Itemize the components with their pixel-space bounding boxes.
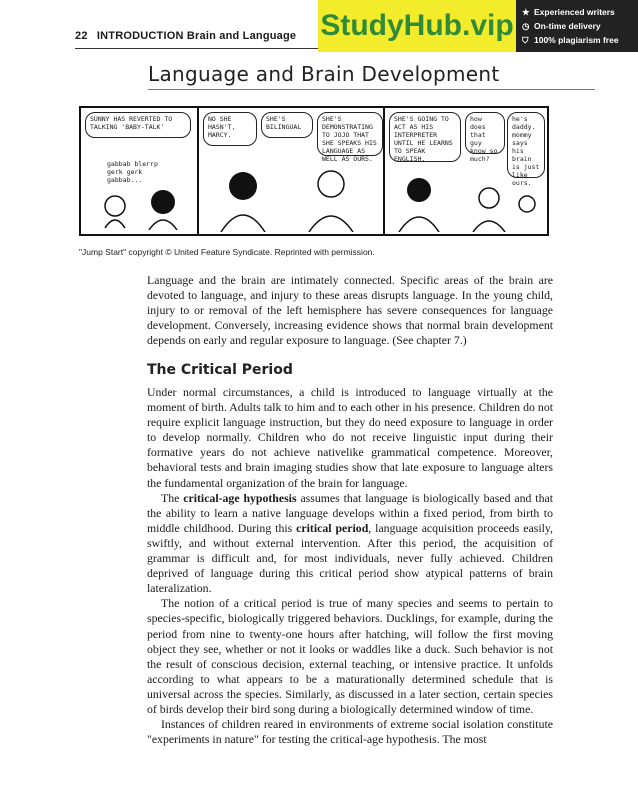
speech-bubble: he's daddy. mommy says his brain is just like ours. bbox=[507, 112, 545, 178]
page-number: 22 bbox=[75, 30, 88, 42]
speech-bubble: SUNNY HAS REVERTED TO TALKING 'BABY-TALK' bbox=[85, 112, 191, 138]
brand-logo[interactable]: StudyHub.vip bbox=[318, 0, 516, 52]
banner-feature: ⛉ 100% plagiarism free bbox=[522, 34, 619, 45]
speech-bubble: gabbab blerrp gerk gerk gabbab... bbox=[103, 158, 165, 192]
character-drawing bbox=[85, 188, 193, 230]
comic-strip bbox=[79, 106, 549, 236]
banner-feature: ★ Experienced writers bbox=[522, 6, 615, 17]
banner-feature: ◷ On-time delivery bbox=[522, 20, 601, 31]
running-header bbox=[75, 30, 296, 42]
clock-icon: ◷ bbox=[522, 20, 530, 31]
banner-feature-list bbox=[516, 0, 638, 52]
comic-panel-2 bbox=[199, 108, 385, 234]
paragraph: Language and the brain are intimately connected. Specific areas of the brain are devoted to language, and injury to these areas disrupts language. In the young child, injury to or removal of the left hemisphere has severe consequences for language development. Conversely, increasing evidence shows that normal brain development depends on early and regular exposure to language. (See chapter 7.) bbox=[147, 273, 553, 348]
shield-icon: ⛉ bbox=[522, 34, 529, 45]
paragraph: Instances of children reared in environments of extreme social isolation constitute "experiments in nature" for testing the critical-age hypothesis. The most bbox=[147, 717, 553, 747]
title-rule bbox=[148, 89, 595, 90]
speech-bubble: SHE'S BILINGUAL bbox=[261, 112, 313, 138]
key-term: critical-age hypothesis bbox=[183, 490, 297, 505]
section-body bbox=[147, 385, 553, 747]
paragraph: The critical-age hypothesis assumes that language is biologically based and that the ability to learn a native language develops within a fixed period, from birth to middle childhood. During this critical period, language acquisition proceeds easily, swiftly, and without external intervention. After this period, the acquisition of grammar is difficult and, for most individuals, never fully achieved. Children deprived of language during this critical period show atypical patterns of brain lateralization. bbox=[147, 490, 553, 596]
promo-banner[interactable] bbox=[318, 0, 638, 52]
character-drawing bbox=[203, 158, 379, 232]
running-header-text: INTRODUCTION Brain and Language bbox=[96, 30, 297, 42]
comic-panel-3 bbox=[385, 108, 547, 234]
character-drawing bbox=[389, 170, 545, 232]
paragraph: Under normal circumstances, a child is introduced to language virtually at the moment of birth. Adults talk to him and to each other in his presence. Children do not require explicit language instruction, but they do need exposure to language in order to develop normally. Children who do not receive linguistic input during their formative years do not achieve nativelike grammatical competence. Moreover, behavioral tests and brain imaging studies show that late exposure to language alters the fundamental organization of the brain for language. bbox=[147, 385, 553, 490]
key-term: critical period bbox=[296, 520, 369, 535]
page-title: Language and Brain Development bbox=[148, 62, 500, 86]
speech-bubble: how does that guy know so much? bbox=[465, 112, 505, 154]
comic-panel-1 bbox=[81, 108, 199, 234]
star-icon: ★ bbox=[522, 6, 530, 17]
speech-bubble: SHE'S GOING TO ACT AS HIS INTERPRETER UNTIL HE LEARNS TO SPEAK ENGLISH. bbox=[389, 112, 461, 162]
section-heading: The Critical Period bbox=[147, 362, 293, 378]
intro-paragraph bbox=[147, 273, 553, 348]
speech-bubble: NO SHE HASN'T, MARCY. bbox=[203, 112, 257, 146]
figure-caption: "Jump Start" copyright © United Feature Syndicate. Reprinted with permission. bbox=[79, 247, 375, 257]
speech-bubble: SHE'S DEMONSTRATING TO JOJO THAT SHE SPEAKS HIS LANGUAGE AS WELL AS OURS. bbox=[317, 112, 383, 156]
paragraph: The notion of a critical period is true of many species and seems to pertain to species-specific, biologically triggered behaviors. Ducklings, for example, during the period from nine to twenty-one hours after hatching, will follow the first moving object they see, whether or not it looks or waddles like a duck. Such behavior is not the result of conscious decision, external teaching, or intensive practice. It unfolds according to what appears to be a maturationally determined schedule that is universal across the species. Similarly, as discussed in a later section, certain species of birds develop their bird song during a biologically determined window of time. bbox=[147, 596, 553, 716]
